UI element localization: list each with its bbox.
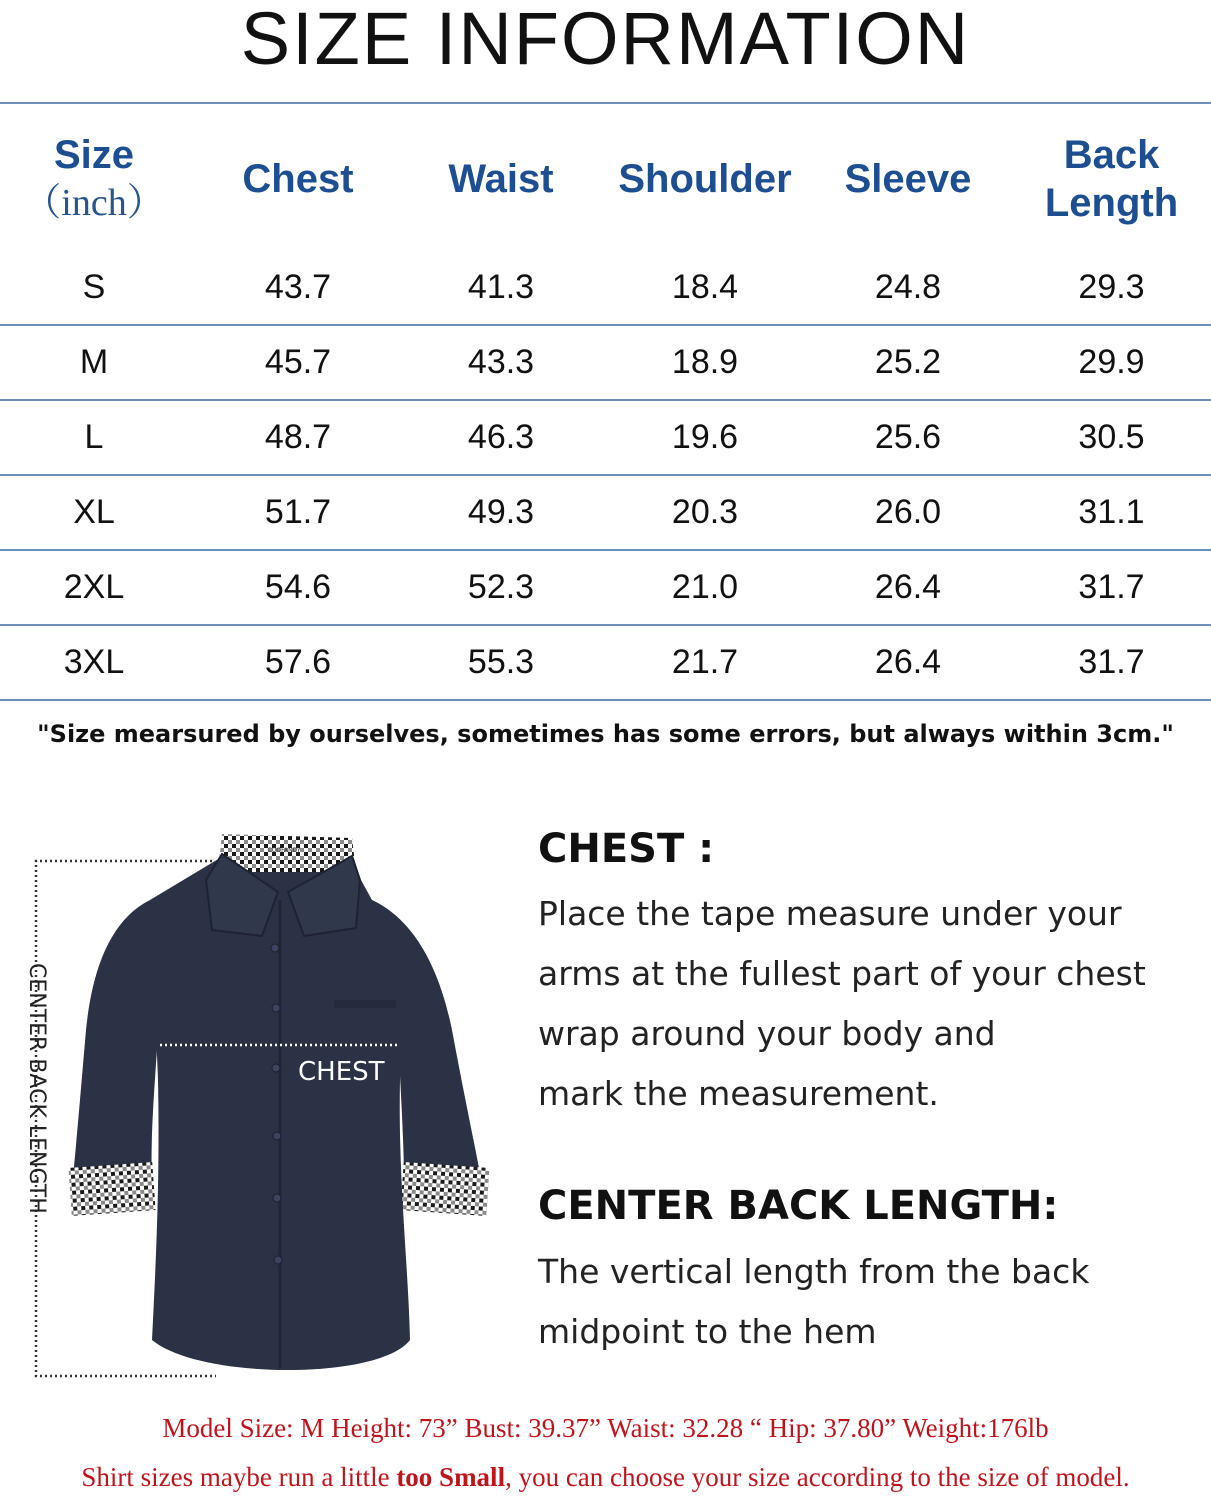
header-waist: [400, 104, 602, 254]
measurement-cell: 18.4: [671, 267, 739, 306]
measurement-cell: 54.6: [264, 567, 332, 606]
measurement-cell: 26.4: [874, 642, 942, 681]
fit-advice: [0, 1462, 1211, 1493]
length-heading: CENTER BACK LENGTH:: [538, 1183, 1059, 1229]
measurement-cell: 41.3: [467, 267, 535, 306]
measurement-cell: 43.3: [467, 342, 535, 381]
measurement-cell: 31.1: [1078, 492, 1145, 531]
header-size-unit: （inch）: [23, 182, 165, 224]
measurement-cell: 26.4: [874, 567, 942, 606]
length-line: The vertical length from the back: [538, 1252, 1090, 1291]
model-size-info: Model Size: M Height: 73” Bust: 39.37” Waist: 32.28 “ Hip: 37.80” Weight:176lb: [162, 1413, 1049, 1443]
measurement-cell: 31.7: [1078, 642, 1145, 681]
measurement-cell: 49.3: [467, 492, 535, 531]
header-waist-label: Waist: [448, 157, 554, 201]
header-sleeve-label: Sleeve: [844, 157, 972, 201]
size-cell: L: [84, 417, 104, 456]
header-shoulder: [604, 104, 806, 254]
measurement-cell: 21.7: [671, 642, 739, 681]
measurement-cell: 48.7: [264, 417, 332, 456]
fit-advice-pre: Shirt sizes maybe run a little: [81, 1462, 397, 1492]
measurement-cell: 29.3: [1078, 267, 1145, 306]
measurement-cell: 57.6: [264, 642, 332, 681]
chest-heading: CHEST :: [538, 826, 715, 872]
chest-line: Place the tape measure under your: [538, 894, 1122, 933]
size-cell: S: [82, 267, 106, 306]
shirt-diagram: [0, 820, 520, 1390]
measurement-cell: 30.5: [1078, 417, 1145, 456]
size-cell: 3XL: [63, 642, 125, 681]
size-cell: 2XL: [63, 567, 125, 606]
measurement-cell: 24.8: [874, 267, 942, 306]
collar-brand-label: COOFANDY: [267, 847, 301, 854]
measurement-cell: 45.7: [264, 342, 332, 381]
measurement-cell: 55.3: [467, 642, 535, 681]
measurement-cell: 52.3: [467, 567, 535, 606]
measurement-cell: 18.9: [671, 342, 739, 381]
chest-pocket: [334, 1000, 396, 1008]
measurement-cell: 51.7: [264, 492, 332, 531]
measurement-cell: 29.9: [1078, 342, 1145, 381]
measurement-cell: 26.0: [874, 492, 942, 531]
chest-line: mark the measurement.: [538, 1074, 939, 1113]
header-length-label: Length: [1044, 181, 1179, 225]
measurement-cell: 43.7: [264, 267, 332, 306]
header-shoulder-label: Shoulder: [618, 157, 792, 201]
header-back-label: Back: [1063, 133, 1160, 177]
fit-advice-post: , you can choose your size according to the size of model.: [505, 1462, 1130, 1492]
header-chest: [198, 104, 398, 254]
header-size-label: Size: [53, 133, 135, 177]
row-divider: [0, 699, 1211, 701]
header-sleeve: [808, 104, 1008, 254]
chest-line: arms at the fullest part of your chest: [538, 954, 1146, 993]
chest-line: wrap around your body and: [538, 1014, 996, 1053]
header-chest-label: Chest: [242, 157, 354, 201]
measurement-cell: 25.6: [874, 417, 942, 456]
size-cell: XL: [73, 492, 115, 531]
measurement-cell: 31.7: [1078, 567, 1145, 606]
header-back-length: [1012, 104, 1211, 254]
measurement-cell: 46.3: [467, 417, 535, 456]
size-cell: M: [79, 342, 109, 381]
fit-advice-emphasis: too Small: [396, 1462, 506, 1492]
length-line: midpoint to the hem: [538, 1312, 877, 1351]
chest-instructions: [538, 884, 1208, 1124]
header-size: [0, 104, 188, 254]
measurement-cell: 20.3: [671, 492, 739, 531]
measurement-cell: 21.0: [671, 567, 739, 606]
measurement-note: "Size mearsured by ourselves, sometimes has some errors, but always within 3cm.": [37, 720, 1174, 748]
left-cuff: [68, 1162, 155, 1216]
chest-label: CHEST: [298, 1057, 385, 1087]
left-sleeve: [72, 900, 158, 1192]
length-label: CENTER BACK LENGTH: [24, 963, 49, 1214]
right-cuff: [400, 1162, 489, 1216]
length-instructions: [538, 1242, 1208, 1362]
measurement-cell: 25.2: [874, 342, 942, 381]
shirt-illustration: [0, 820, 520, 1390]
measurement-cell: 19.6: [671, 417, 739, 456]
page-title: SIZE INFORMATION: [240, 0, 971, 80]
